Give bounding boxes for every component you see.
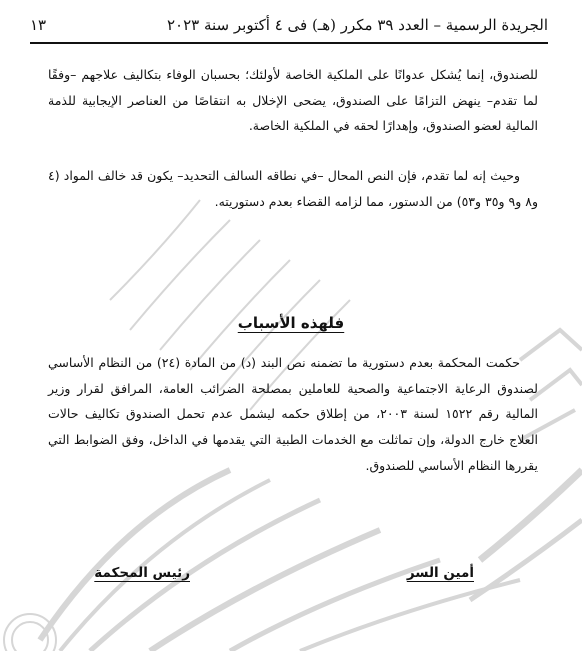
ruling-text xyxy=(48,350,538,479)
ruling-paragraph: حكمت المحكمة بعدم دستورية ما تضمنه نص البند (د) من المادة (٢٤) من النظام الأساسي لصندوق الرعاية الاجتماعية والصحية للعاملين بمصلحة الضرائب العامة، المرافق لقرار وزير المالية رقم ١٥٢٢ لسنة ٢٠٠٣، من إطلاق حكمه ليشمل عدم تحمل الصندوق تكاليف حالات العلاج خارج الدولة، وإن تماثلت مع الخدمات الطبية التي يقدمها في الداخل، وفق الضوابط التي يقررها النظام الأساسي للصندوق. xyxy=(48,355,538,473)
paragraph: وحيث إنه لما تقدم، فإن النص المحال –في نطاقه السالف التحديد– يكون قد خالف المواد (٤ و٨ و٩ و٣٥ و٥٣) من الدستور، مما لزامه القضاء بعدم دستوريته. xyxy=(48,168,538,209)
section-heading: فلهذه الأسباب xyxy=(237,314,345,332)
paragraph: للصندوق، إنما يُشكل عدوانًا على الملكية الخاصة لأولئك؛ بحسبان الوفاء بتكاليف علاجهم –وفقًا لما تقدم– ينهض التزامًا على الصندوق، يضحى الإخلال به انتقاصًا من العناصر الإيجابية للذمة المالية لعضو الصندوق، وإهدارًا لحقه في الملكية الخاصة. xyxy=(48,67,538,134)
header-title: الجريدة الرسمية – العدد ٣٩ مكرر (هـ) فى ٤ أكتوبر سنة ٢٠٢٣ xyxy=(166,16,548,34)
secretary-signature-label: أمين السر xyxy=(406,565,474,581)
page-header xyxy=(30,10,548,40)
header-divider xyxy=(30,42,548,44)
signature-block xyxy=(0,565,582,589)
page-number: ١٣ xyxy=(30,16,47,34)
body-text xyxy=(48,62,538,215)
president-signature-label: رئيس المحكمة xyxy=(94,565,190,581)
